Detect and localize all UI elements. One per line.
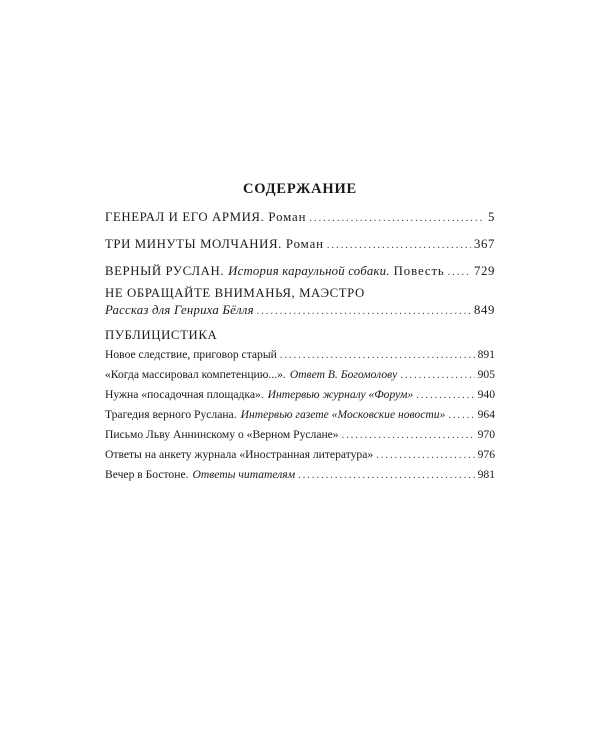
article-page: 905 <box>477 368 495 381</box>
leader-dots <box>376 450 474 461</box>
toc-article[interactable] <box>105 428 495 441</box>
toc-article[interactable] <box>105 468 495 481</box>
leader-dots <box>280 350 475 361</box>
article-page: 970 <box>477 428 495 441</box>
entry-title: ГЕНЕРАЛ И ЕГО АРМИЯ. <box>105 210 265 224</box>
entry-page: 367 <box>474 237 495 251</box>
article-title: Трагедия верного Руслана. <box>105 408 237 421</box>
entry-subtitle: История караульной собаки. <box>228 264 390 278</box>
entry-page: 849 <box>474 303 495 317</box>
toc-article[interactable] <box>105 448 495 461</box>
article-page: 981 <box>477 468 495 481</box>
article-title: Ответы на анкету журнала «Иностранная литература» <box>105 448 374 461</box>
leader-dots <box>448 410 474 421</box>
toc-entry[interactable] <box>105 237 495 252</box>
article-page: 891 <box>477 348 495 361</box>
article-page: 940 <box>477 388 495 401</box>
toc-entry[interactable] <box>105 264 495 279</box>
entry-genre: Роман <box>268 210 307 224</box>
toc-article[interactable] <box>105 388 495 401</box>
article-subtitle: Интервью журналу «Форум» <box>267 388 414 401</box>
toc-article[interactable] <box>105 348 495 361</box>
article-title: «Когда массировал компетенцию...». <box>105 368 286 381</box>
article-title: Новое следствие, приговор старый <box>105 348 277 361</box>
entry-subtitle: Рассказ для Генриха Бёлля <box>105 303 254 317</box>
toc-title: СОДЕРЖАНИЕ <box>242 181 358 197</box>
article-page: 976 <box>477 448 495 461</box>
leader-dots <box>416 390 474 401</box>
entry-title: ВЕРНЫЙ РУСЛАН. <box>105 264 225 278</box>
leader-dots <box>400 370 474 381</box>
article-title: Письмо Льву Аннинскому о «Верном Руслане» <box>105 428 339 441</box>
article-title: Нужна «посадочная площадка». <box>105 388 264 401</box>
leader-dots <box>342 430 475 441</box>
entry-title: ТРИ МИНУТЫ МОЛЧАНИЯ. <box>105 237 282 251</box>
leader-dots <box>327 240 471 251</box>
article-subtitle: Ответы читателям <box>192 468 296 481</box>
toc-article[interactable] <box>105 368 495 381</box>
article-subtitle: Интервью газете «Московские новости» <box>240 408 446 421</box>
article-page: 964 <box>477 408 495 421</box>
toc-entry[interactable] <box>105 303 495 318</box>
leader-dots <box>298 470 475 481</box>
entry-page: 729 <box>474 264 495 278</box>
entry-page: 5 <box>488 210 495 224</box>
article-subtitle: Ответ В. Богомолову <box>289 368 398 381</box>
article-title: Вечер в Бостоне. <box>105 468 189 481</box>
leader-dots <box>309 213 485 224</box>
toc-entry[interactable] <box>105 210 495 225</box>
leader-dots <box>448 267 471 278</box>
entry-genre: Роман <box>285 237 324 251</box>
toc-article[interactable] <box>105 408 495 421</box>
entry-genre: Повесть <box>393 264 445 278</box>
section-title: ПУБЛИЦИСТИКА <box>105 328 218 342</box>
leader-dots <box>257 306 471 317</box>
entry-title[interactable]: НЕ ОБРАЩАЙТЕ ВНИМАНЬЯ, МАЭСТРО <box>105 286 365 300</box>
